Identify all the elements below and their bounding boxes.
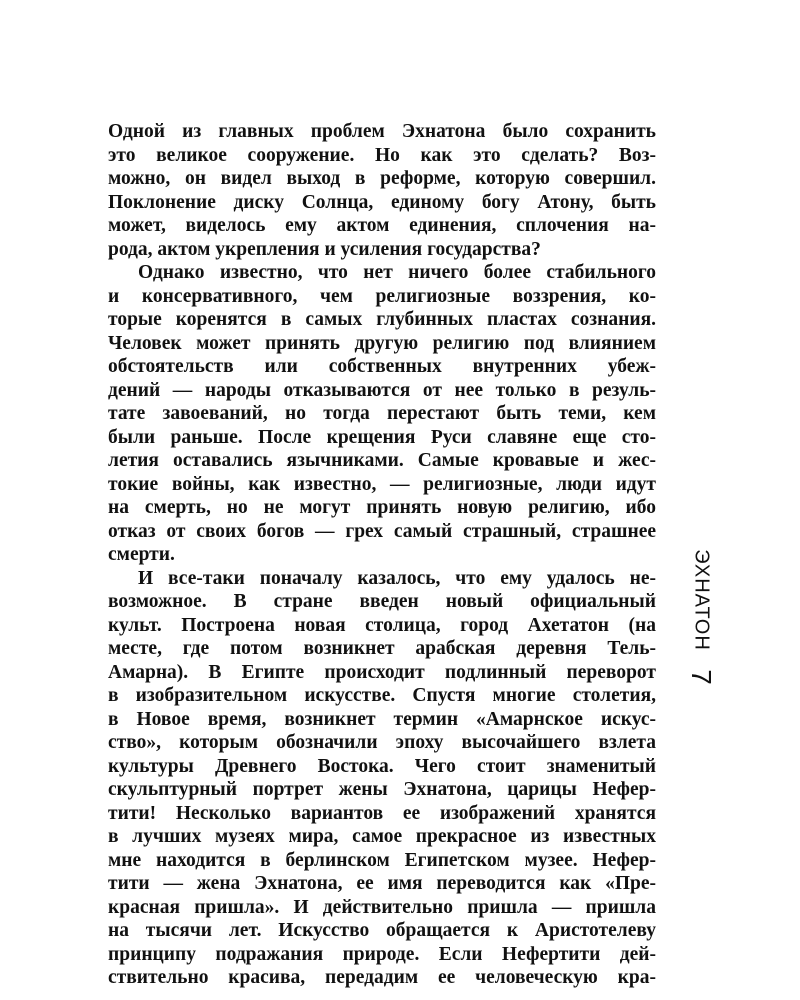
- text-line: обстоятельств или собственных внутренних убеж-: [108, 356, 656, 377]
- text-line: на тысячи лет. Искусство обращается к Аристотелеву: [108, 920, 656, 941]
- text-line: это великое сооружение. Но как это сделать? Воз-: [108, 144, 656, 166]
- text-line: скульптурный портрет жены Эхнатона, царицы Нефер-: [108, 779, 656, 800]
- text-line: ство», которым обозначили эпоху высочайшего взлета: [108, 732, 656, 753]
- text-line: месте, где потом возникнет арабская деревня Тель-: [108, 638, 656, 659]
- running-title: ЭХНАТОН: [690, 549, 713, 651]
- text-line: тити! Несколько вариантов ее изображений хранятся: [108, 802, 656, 824]
- page-number: 7: [686, 669, 717, 685]
- text-line: красная пришла». И действительно пришла — пришла: [108, 896, 656, 918]
- text-line: торые коренятся в самых глубинных пластах сознания.: [108, 309, 656, 330]
- text-line: смерти.: [108, 544, 175, 565]
- text-line: Человек может принять другую религию под влиянием: [108, 332, 656, 354]
- text-line: Однако известно, что нет ничего более стабильного: [138, 262, 656, 283]
- body-text: [108, 120, 656, 990]
- text-line: Амарна). В Египте происходит подлинный переворот: [108, 661, 656, 683]
- paragraph-1: [108, 120, 656, 261]
- text-line: Поклонение диску Солнца, единому богу Атону, быть: [108, 191, 656, 213]
- text-line: в лучших музеях мира, самое прекрасное из известных: [108, 826, 656, 847]
- text-line: и консервативного, чем религиозные воззрения, ко-: [108, 285, 656, 307]
- text-line: летия оставались язычниками. Самые кровавые и жес-: [108, 450, 656, 471]
- text-line: дений — народы отказываются от нее только в резуль-: [108, 379, 656, 401]
- text-line: тате завоеваний, но тогда перестают быть теми, кем: [108, 403, 656, 424]
- text-line: культ. Построена новая столица, город Ахетатон (на: [108, 614, 656, 636]
- text-line: может, виделось ему актом единения, сплочения на-: [108, 215, 656, 236]
- text-line: тити — жена Эхнатона, ее имя переводится как «Пре-: [108, 873, 656, 894]
- text-line: токие войны, как известно, — религиозные, люди идут: [108, 473, 656, 495]
- text-line: рода, актом укрепления и усиления государства?: [108, 238, 541, 260]
- text-line: в Новое время, возникнет термин «Амарнское искус-: [108, 708, 656, 730]
- paragraph-2: [108, 261, 656, 567]
- paragraph-3: [108, 567, 656, 990]
- text-line: можно, он видел выход в реформе, которую совершил.: [108, 168, 656, 189]
- text-line: в изобразительном искусстве. Спустя многие столетия,: [108, 685, 656, 706]
- text-line: возможное. В стране введен новый официальный: [108, 591, 656, 612]
- text-line: отказ от своих богов — грех самый страшный, страшнее: [108, 520, 656, 542]
- text-line: Одной из главных проблем Эхнатона было сохранить: [108, 121, 656, 142]
- text-line: принципу подражания природе. Если Нефертити дей-: [108, 943, 656, 965]
- text-line: И все-таки поначалу казалось, что ему удалось не-: [138, 567, 656, 589]
- side-running-head: [676, 548, 726, 698]
- text-line: на смерть, но не могут принять новую религию, ибо: [108, 497, 656, 518]
- text-line: ствительно красива, передадим ее человеческую кра-: [108, 967, 656, 988]
- text-line: были раньше. После крещения Руси славяне еще сто-: [108, 426, 656, 448]
- text-line: мне находится в берлинском Египетском музее. Нефер-: [108, 849, 656, 871]
- text-line: культуры Древнего Востока. Чего стоит знаменитый: [108, 755, 656, 777]
